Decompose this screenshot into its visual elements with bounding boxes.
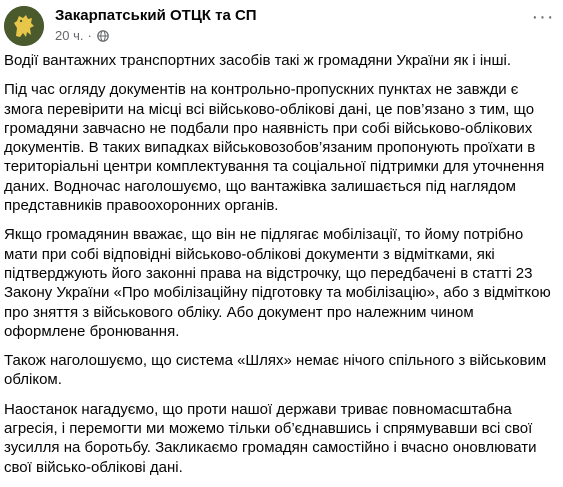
page-avatar[interactable] [4, 6, 44, 46]
page-name-link[interactable]: Закарпатський ОТЦК та СП [55, 7, 257, 24]
more-options-button[interactable]: ··· [531, 6, 555, 28]
meta-separator: · [87, 28, 92, 43]
post-meta [55, 28, 109, 43]
post-body [4, 51, 557, 487]
post-paragraph: Наостанок нагадуємо, що проти нашої держави триває повномасштабна агресія, і перемогти ми можемо тільки об’єднавшись і спрямувавши всі свої зусилля на боротьбу. Закликаємо громадян самостійно і вчасно оновлювати свої військо-облікові дані. [4, 400, 537, 476]
post-timestamp[interactable]: 20 ч. [55, 28, 84, 43]
post-paragraph: Під час огляду документів на контрольно-пропускних пунктах не завжди є змога перевірити на місці всі військово-облікові дані, це пов’язано з тим, що громадяни завчасно не подбали про наявність при собі військово-облікових документів. В таких випадках військовозобов’язаним пропонують проїхати в територіальні центри комплектування та соціальної підтримки для уточнення даних. Водночас наголошуємо, що вантажівка залишається під наглядом представників правоохоронних органів. [4, 81, 545, 215]
post-paragraph: Також наголошуємо, що система «Шлях» немає нічого спільного з військовим обліком. [4, 352, 547, 389]
post-paragraph: Якщо громадянин вважає, що він не підлягає мобілізації, то йому потрібно мати при собі відповідні військово-облікові документи з відмітками, які підтверджують його законні права на відстрочку, що передбачені в статті 23 Закону України «Про мобілізаційну підготовку та мобілізацію», або з відміткою про зняття з військового обліку. Або документ про належним чином оформлене бронювання. [4, 226, 551, 340]
post-header [4, 5, 559, 45]
globe-icon[interactable] [97, 30, 109, 42]
post-paragraph: Водії вантажних транспортних засобів такі ж громадяни України як і інші. [4, 52, 512, 69]
lion-emblem-icon [4, 6, 44, 46]
